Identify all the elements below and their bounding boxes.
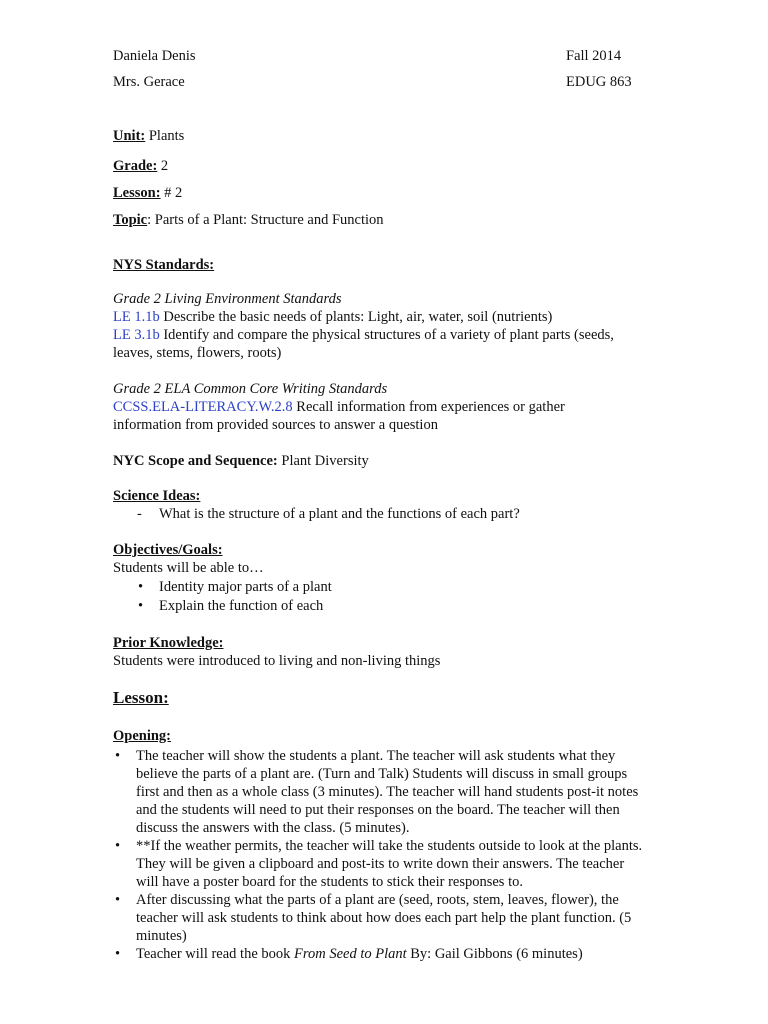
course-code: EDUG 863 (566, 74, 632, 90)
ela-code-link[interactable]: CCSS.ELA-LITERACY.W.2.8 (113, 399, 293, 415)
item4-post: By: Gail Gibbons (6 minutes) (406, 946, 583, 962)
objectives-list (113, 578, 653, 615)
nys-heading: NYS Standards: (113, 257, 215, 273)
list-item: • Identity major parts of a plant (136, 578, 653, 596)
list-item: • Explain the function of each (136, 597, 653, 615)
unit-line (113, 127, 184, 145)
nyc-line (113, 452, 369, 470)
grade-label: Grade: (113, 158, 158, 174)
lesson-heading: Lesson: (113, 688, 169, 707)
list-item: • The teacher will show the students a plant. The teacher will ask students what they believe the parts of a plant are. (Turn and Talk) Students will discuss in small groups first and then as a whole class (3 minutes). The teacher will hand students post-it notes and the students will need to put their responses on the board. The teacher will then discuss the answers with the class. (5 minutes). (113, 747, 643, 837)
ela-standards-heading: Grade 2 ELA Common Core Writing Standards (113, 381, 388, 397)
list-item: • **If the weather permits, the teacher will take the students outside to look at the plants. They will be given a clipboard and post-its to write down their answers. The teacher will have a poster board for the students to stick their responses to. (113, 837, 643, 891)
book-title: From Seed to Plant (294, 946, 407, 962)
science-ideas-list (113, 505, 653, 523)
lesson-line (113, 184, 182, 202)
grade-value: 2 (160, 158, 169, 174)
le1-code-link[interactable]: LE 1.1b (113, 309, 160, 325)
grade-line (113, 157, 168, 175)
ela-text-1: Recall information from experiences or gather (296, 399, 565, 415)
unit-value: Plants (148, 128, 185, 144)
le2-text-2: leaves, stems, flowers, roots) (113, 345, 282, 361)
opening-list (113, 747, 643, 963)
le-standards-heading: Grade 2 Living Environment Standards (113, 291, 342, 307)
item4-pre: Teacher will read the book (136, 946, 295, 962)
le1-text: Describe the basic needs of plants: Light, air, water, soil (nutrients) (163, 309, 553, 325)
science-ideas-heading: Science Ideas: (113, 488, 201, 504)
objectives-heading: Objectives/Goals: (113, 542, 223, 558)
list-item: - What is the structure of a plant and the functions of each part? (113, 505, 653, 523)
ela-line (113, 398, 565, 416)
prior-knowledge-heading: Prior Knowledge: (113, 635, 224, 651)
prior-knowledge-text: Students were introduced to living and non-living things (113, 653, 441, 669)
student-name: Daniela Denis (113, 48, 196, 64)
topic-line (113, 211, 384, 229)
le2-text-1: Identify and compare the physical structures of a variety of plant parts (seeds, (163, 327, 614, 343)
opening-heading: Opening: (113, 728, 172, 744)
le2-code-link[interactable]: LE 3.1b (113, 327, 160, 343)
le2-line (113, 326, 614, 344)
list-item: • After discussing what the parts of a plant are (seed, roots, stem, leaves, flower), the teacher will ask students to think about how does each part help the plant function. (5 minutes) (113, 891, 643, 945)
nyc-value: Plant Diversity (281, 453, 369, 469)
le1-line (113, 308, 552, 326)
topic-label: Topic (113, 212, 148, 228)
topic-value: : Parts of a Plant: Structure and Function (147, 212, 384, 228)
objectives-intro: Students will be able to… (113, 560, 264, 576)
nyc-label: NYC Scope and Sequence: (113, 453, 278, 469)
list-item (113, 945, 643, 963)
teacher-name: Mrs. Gerace (113, 74, 185, 90)
term: Fall 2014 (566, 48, 622, 64)
ela-text-2: information from provided sources to answer a question (113, 417, 438, 433)
lesson-value: # 2 (164, 185, 183, 201)
lesson-label: Lesson: (113, 185, 161, 201)
unit-label: Unit: (113, 128, 146, 144)
